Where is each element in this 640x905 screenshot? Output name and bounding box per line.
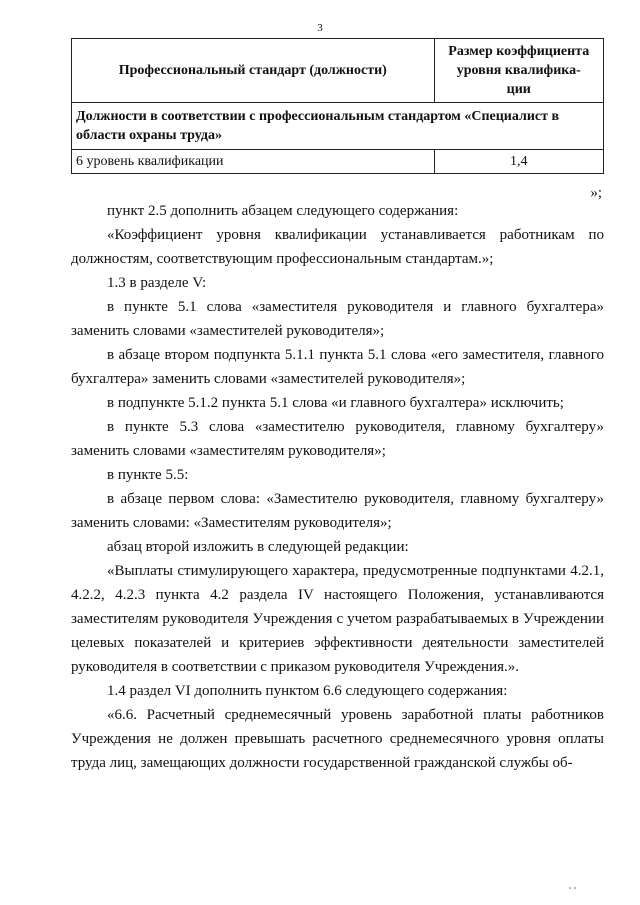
paragraph: пункт 2.5 дополнить абзацем следующего содержания: (107, 203, 459, 219)
paragraph: в пункте 5.5: (107, 467, 189, 483)
table-row (72, 150, 604, 174)
header-coefficient-size (434, 39, 603, 103)
table-group-row (72, 103, 604, 150)
qualification-coefficient-table (71, 38, 604, 174)
header-coefficient-line: Размер коэффициента (448, 44, 590, 59)
scan-artifact-icon (568, 882, 578, 892)
group-heading (72, 103, 604, 150)
paragraph: «Выплаты стимулирующего характера, предусмотренные подпунктами 4.2.1, 4.2.2, 4.2.3 пункта 4.2 раздела IV настоящего Положения, устанавливаются заместителям руководителя Учреждения с учетом разрабатываемых в Учреждении целевых показателей и критериев эффективности деятельности заместителей руководителя в соответствии с приказом руководителя Учреждения.». (71, 563, 604, 675)
paragraph: абзац второй изложить в следующей редакции: (107, 539, 409, 555)
group-heading-line: области охраны труда» (76, 128, 222, 143)
scan-edge-mark (568, 882, 578, 892)
header-coefficient-line: ции (506, 82, 531, 97)
paragraph: «Коэффициент уровня квалификации устанавливается работникам по должностям, соответствующим профессиональным стандартам.»; (71, 227, 604, 267)
paragraph: 1.3 в разделе V: (107, 275, 207, 291)
header-coefficient-line: уровня квалифика- (456, 63, 581, 78)
paragraph: в абзаце втором подпункта 5.1.1 пункта 5.1 слова «его заместителя, главного бухгалтера» заменить словами «заместителей руководителя»; (71, 347, 604, 387)
table-header-row (72, 39, 604, 103)
qualification-level-cell: 6 уровень квалификации (72, 150, 435, 174)
paragraph: в пункте 5.1 слова «заместителя руководителя и главного бухгалтера» заменить словами «заместителей руководителя»; (71, 299, 604, 339)
paragraph: в пункте 5.3 слова «заместителю руководителя, главному бухгалтеру» заменить словами «заместителям руководителя»; (71, 419, 604, 459)
page-number: 3 (317, 22, 323, 34)
paragraph: в подпункте 5.1.2 пункта 5.1 слова «и главного бухгалтера» исключить; (107, 395, 564, 411)
paragraph: 1.4 раздел VI дополнить пунктом 6.6 следующего содержания: (107, 683, 508, 699)
paragraph: в абзаце первом слова: «Заместителю руководителя, главному бухгалтеру» заменить словами: «Заместителям руководителя»; (71, 491, 604, 531)
header-professional-standard: Профессиональный стандарт (должности) (72, 39, 435, 103)
coefficient-value-cell: 1,4 (434, 150, 603, 174)
paragraph: «6.6. Расчетный среднемесячный уровень заработной платы работников Учреждения не должен превышать расчетного среднемесячного уровня оплаты труда лиц, замещающих должности государственной гражданской службы об- (71, 707, 604, 771)
document-body (71, 199, 604, 775)
closing-quote-mark: »; (590, 185, 602, 201)
group-heading-line: Должности в соответствии с профессиональным стандартом «Специалист в (76, 109, 560, 124)
